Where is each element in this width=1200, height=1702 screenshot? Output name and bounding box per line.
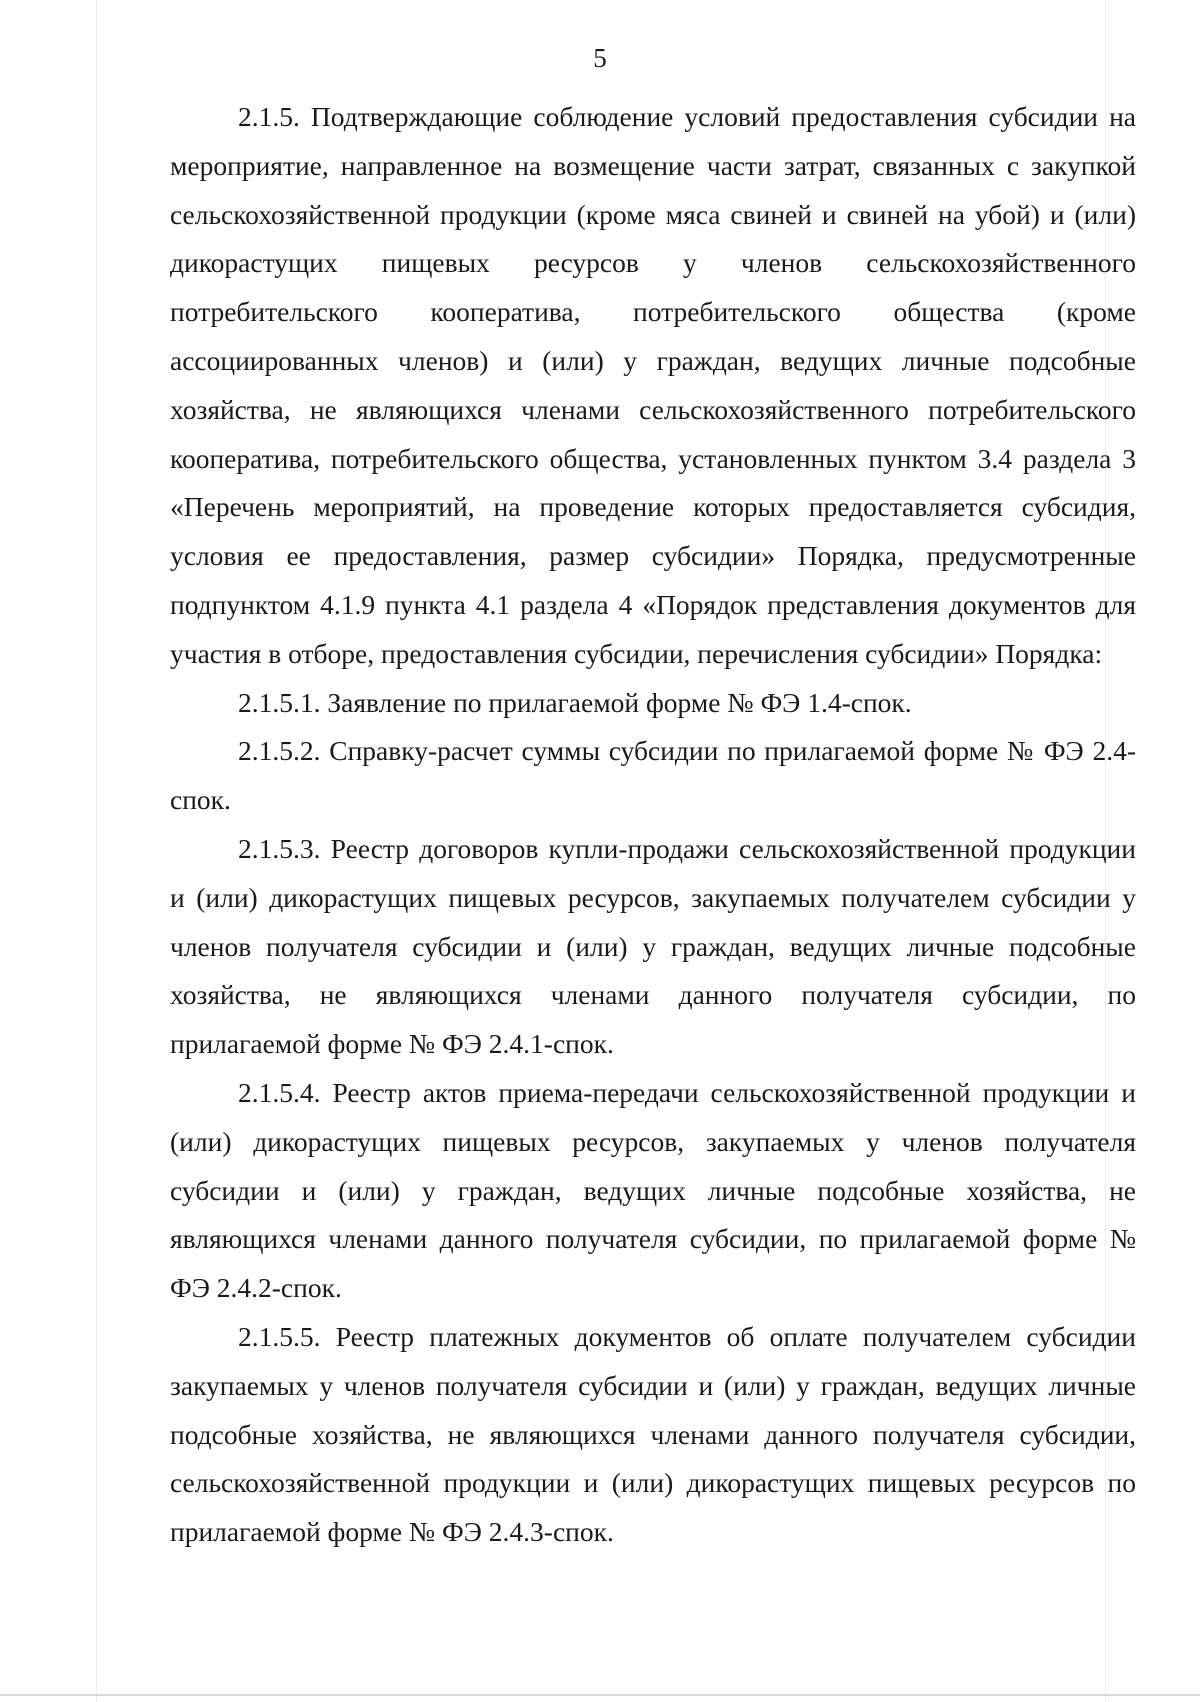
paragraph-2-1-5-5: 2.1.5.5. Реестр платежных документов об оплате получателем субсидии закупаемых у членов получателя субсидии и (или) у граждан, ведущих личные подсобные хозяйства, не являющихся членами данного получателя субсидии, сельскохозяйственной продукции и (или) дикорастущих пищевых ресурсов по прилагаемой форме № ФЭ 2.4.3-спок. [170,1320,1136,1548]
scan-bottom-line [0,1694,1200,1696]
page-number: 5 [593,43,607,73]
scan-edge-left [96,0,97,1702]
paragraph-2-1-5-1: 2.1.5.1. Заявление по прилагаемой форме № ФЭ 1.4-спок. [238,686,912,718]
paragraph-2-1-5: 2.1.5. Подтверждающие соблюдение условий предоставления субсидии на мероприятие, направленное на возмещение части затрат, связанных с закупкой сельскохозяйственной продукции (кроме мяса свиней и свиней на убой) и (или) дикорастущих пищевых ресурсов у членов сельскохозяйственного потребительского кооператива, потребительского общества (кроме ассоциированных членов) и (или) у граждан, ведущих личные подсобные хозяйства, не являющихся членами сельскохозяйственного потребительского кооператива, потребительского общества, установленных пунктом 3.4 раздела 3 «Перечень мероприятий, на проведение которых предоставляется субсидия, условия ее предоставления, размер субсидии» Порядка, предусмотренные подпунктом 4.1.9 пункта 4.1 раздела 4 «Порядок представления документов для участия в отборе, предоставления субсидии, перечисления субсидии» Порядка: [170,101,1136,669]
document-body [170,93,1136,1557]
paragraph-2-1-5-2: 2.1.5.2. Справку-расчет суммы субсидии по прилагаемой форме № ФЭ 2.4-спок. [170,735,1136,816]
paragraph-2-1-5-4: 2.1.5.4. Реестр актов приема-передачи сельскохозяйственной продукции и (или) дикорастущих пищевых ресурсов, закупаемых у членов получателя субсидии и (или) у граждан, ведущих личные подсобные хозяйства, не являющихся членами данного получателя субсидии, по прилагаемой форме № ФЭ 2.4.2-спок. [170,1076,1136,1304]
paragraph-2-1-5-3: 2.1.5.3. Реестр договоров купли-продажи сельскохозяйственной продукции и (или) дикорастущих пищевых ресурсов, закупаемых получателем субсидии у членов получателя субсидии и (или) у граждан, ведущих личные подсобные хозяйства, не являющихся членами данного получателя субсидии, по прилагаемой форме № ФЭ 2.4.1-спок. [170,832,1136,1060]
